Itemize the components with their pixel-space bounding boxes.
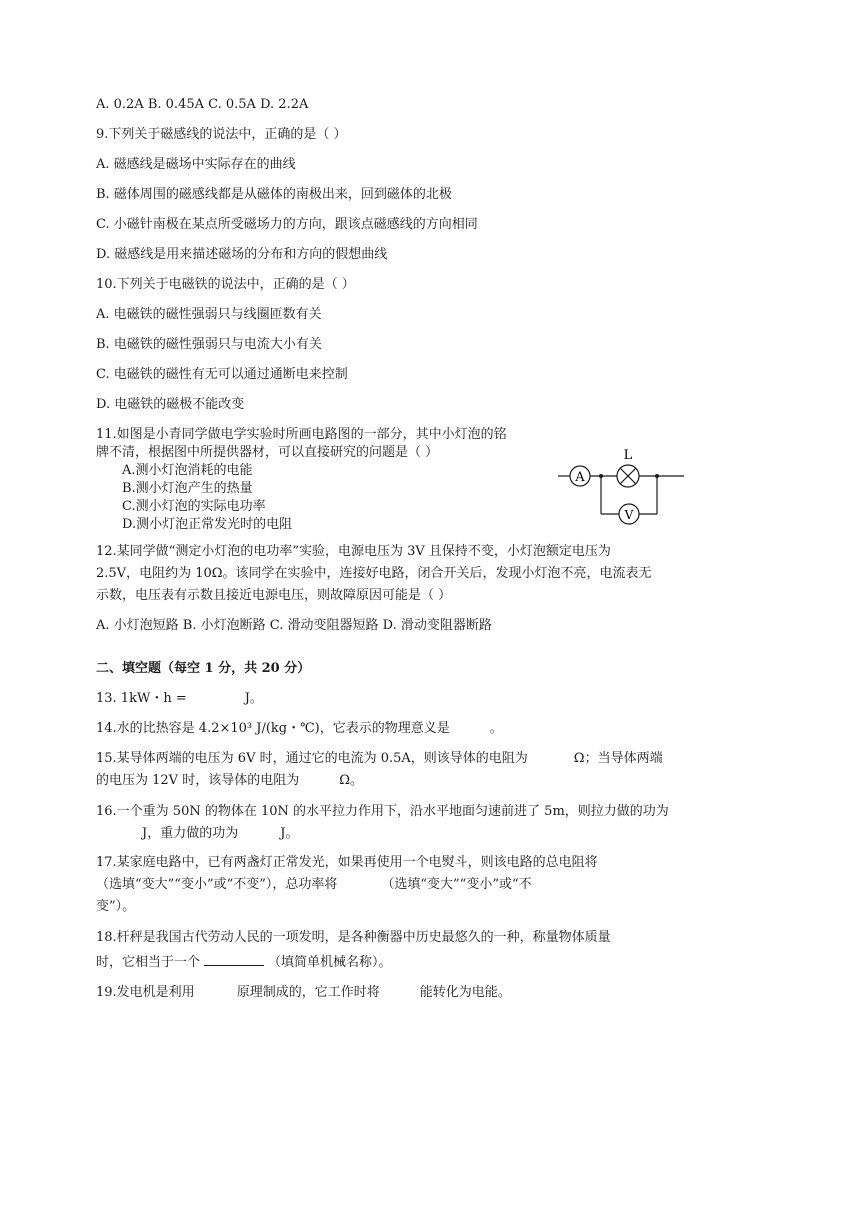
junction-right (655, 474, 659, 478)
q15-text3: 的电压为 12V 时，该导体的电阻为 (96, 773, 300, 788)
q13-text: 13. 1kW・h = (96, 691, 187, 706)
q16-line2 (96, 825, 298, 843)
q11-stem-line1: 11.如图是小青同学做电学实验时所画电路图的一部分，其中小灯泡的铭 (96, 427, 507, 442)
q11-option-b: B.测小灯泡产生的热量 (122, 481, 253, 496)
q17-line1: 17.某家庭电路中，已有两盏灯正常发光，如果再使用一个电熨斗，则该电路的总电阻将 (96, 855, 598, 870)
q15-text2: Ω；当导体两端 (573, 751, 663, 766)
q11-option-c: C.测小灯泡的实际电功率 (122, 499, 266, 514)
junction-left (599, 474, 603, 478)
answer-underline[interactable] (204, 953, 264, 966)
ammeter-label: A (575, 470, 585, 485)
q10-option-a: A. 电磁铁的磁性强弱只与线圈匝数有关 (96, 307, 322, 322)
q17-text1: （选填“变大”“变小”或“不变”），总功率将 (96, 877, 338, 892)
q17-line3: 变”）。 (96, 899, 136, 914)
q17-text2: （选填“变大”“变小”或“不 (381, 877, 532, 892)
q11-option-d: D.测小灯泡正常发光时的电阻 (122, 517, 293, 532)
q17-line2 (96, 876, 532, 894)
q16-text2: J。 (280, 826, 299, 841)
q9-option-d: D. 磁感线是用来描述磁场的分布和方向的假想曲线 (96, 247, 388, 262)
q18-text1: 时，它相当于一个 (96, 955, 201, 970)
q15-line1 (96, 750, 663, 768)
circuit-diagram (556, 446, 688, 526)
q14-text: 14.水的比热容是 4.2×10³ J/(kg・℃)，它表示的物理意义是 (96, 721, 450, 736)
lamp-label: L (623, 448, 633, 463)
q16-line1: 16.一个重为 50N 的物体在 10N 的水平拉力作用下，沿水平地面匀速前进了 5m，则拉力做的功为 (96, 804, 669, 819)
q16-text1: J，重力做的功为 (142, 826, 239, 841)
q19 (96, 984, 511, 1002)
q12-options: A. 小灯泡短路 B. 小灯泡断路 C. 滑动变阻器短路 D. 滑动变阻器断路 (96, 618, 492, 633)
q9-stem: 9.下列关于磁感线的说法中，正确的是（ ） (96, 127, 347, 142)
q19-text1: 19.发电机是利用 (96, 985, 195, 1000)
q8-options: A. 0.2A B. 0.45A C. 0.5A D. 2.2A (96, 97, 309, 112)
q9-option-b: B. 磁体周围的磁感线都是从磁体的南极出来，回到磁体的北极 (96, 187, 452, 202)
q15-text1: 15.某导体两端的电压为 6V 时，通过它的电流为 0.5A，则该导体的电阻为 (96, 751, 528, 766)
q14 (96, 720, 503, 738)
q18-line1: 18.杆秤是我国古代劳动人民的一项发明，是各种衡器中历史最悠久的一种，称量物体质量 (96, 930, 611, 945)
section-title: 二、填空题（每空 1 分，共 20 分） (96, 661, 311, 676)
q11-stem-line2: 牌不清，根据图中所提供器材，可以直接研究的问题是（ ） (96, 445, 439, 460)
q19-text2: 原理制成的，它工作时将 (236, 985, 380, 1000)
q10-option-d: D. 电磁铁的磁极不能改变 (96, 397, 245, 412)
q18-line2 (96, 953, 392, 972)
q13-unit: J。 (244, 691, 263, 706)
q9-option-a: A. 磁感线是磁场中实际存在的曲线 (96, 157, 296, 172)
q11-option-a: A.测小灯泡消耗的电能 (122, 463, 253, 478)
q12-stem-line3: 示数，电压表有示数且接近电源电压，则故障原因可能是（ ） (96, 588, 452, 603)
q10-option-b: B. 电磁铁的磁性强弱只与电流大小有关 (96, 337, 322, 352)
q10-stem: 10.下列关于电磁铁的说法中，正确的是（ ） (96, 277, 355, 292)
q19-text3: 能转化为电能。 (419, 985, 511, 1000)
q9-option-c: C. 小磁针南极在某点所受磁场力的方向，跟该点磁感线的方向相同 (96, 217, 478, 232)
q13 (96, 690, 263, 708)
q18-text2: （填简单机械名称）。 (268, 955, 392, 970)
q15-text4: Ω。 (339, 773, 363, 788)
q10-option-c: C. 电磁铁的磁性有无可以通过通断电来控制 (96, 367, 348, 382)
q12-stem-line1: 12.某同学做“测定小灯泡的电功率”实验，电源电压为 3V 且保持不变，小灯泡额定电压为 (96, 544, 611, 559)
q15-line2 (96, 772, 363, 790)
q12-stem-line2: 2.5V，电阻约为 10Ω。该同学在实验中，连接好电路，闭合开关后，发现小灯泡不亮，电流表无 (96, 566, 652, 581)
q14-end: 。 (489, 721, 503, 736)
voltmeter-label: V (624, 508, 634, 522)
